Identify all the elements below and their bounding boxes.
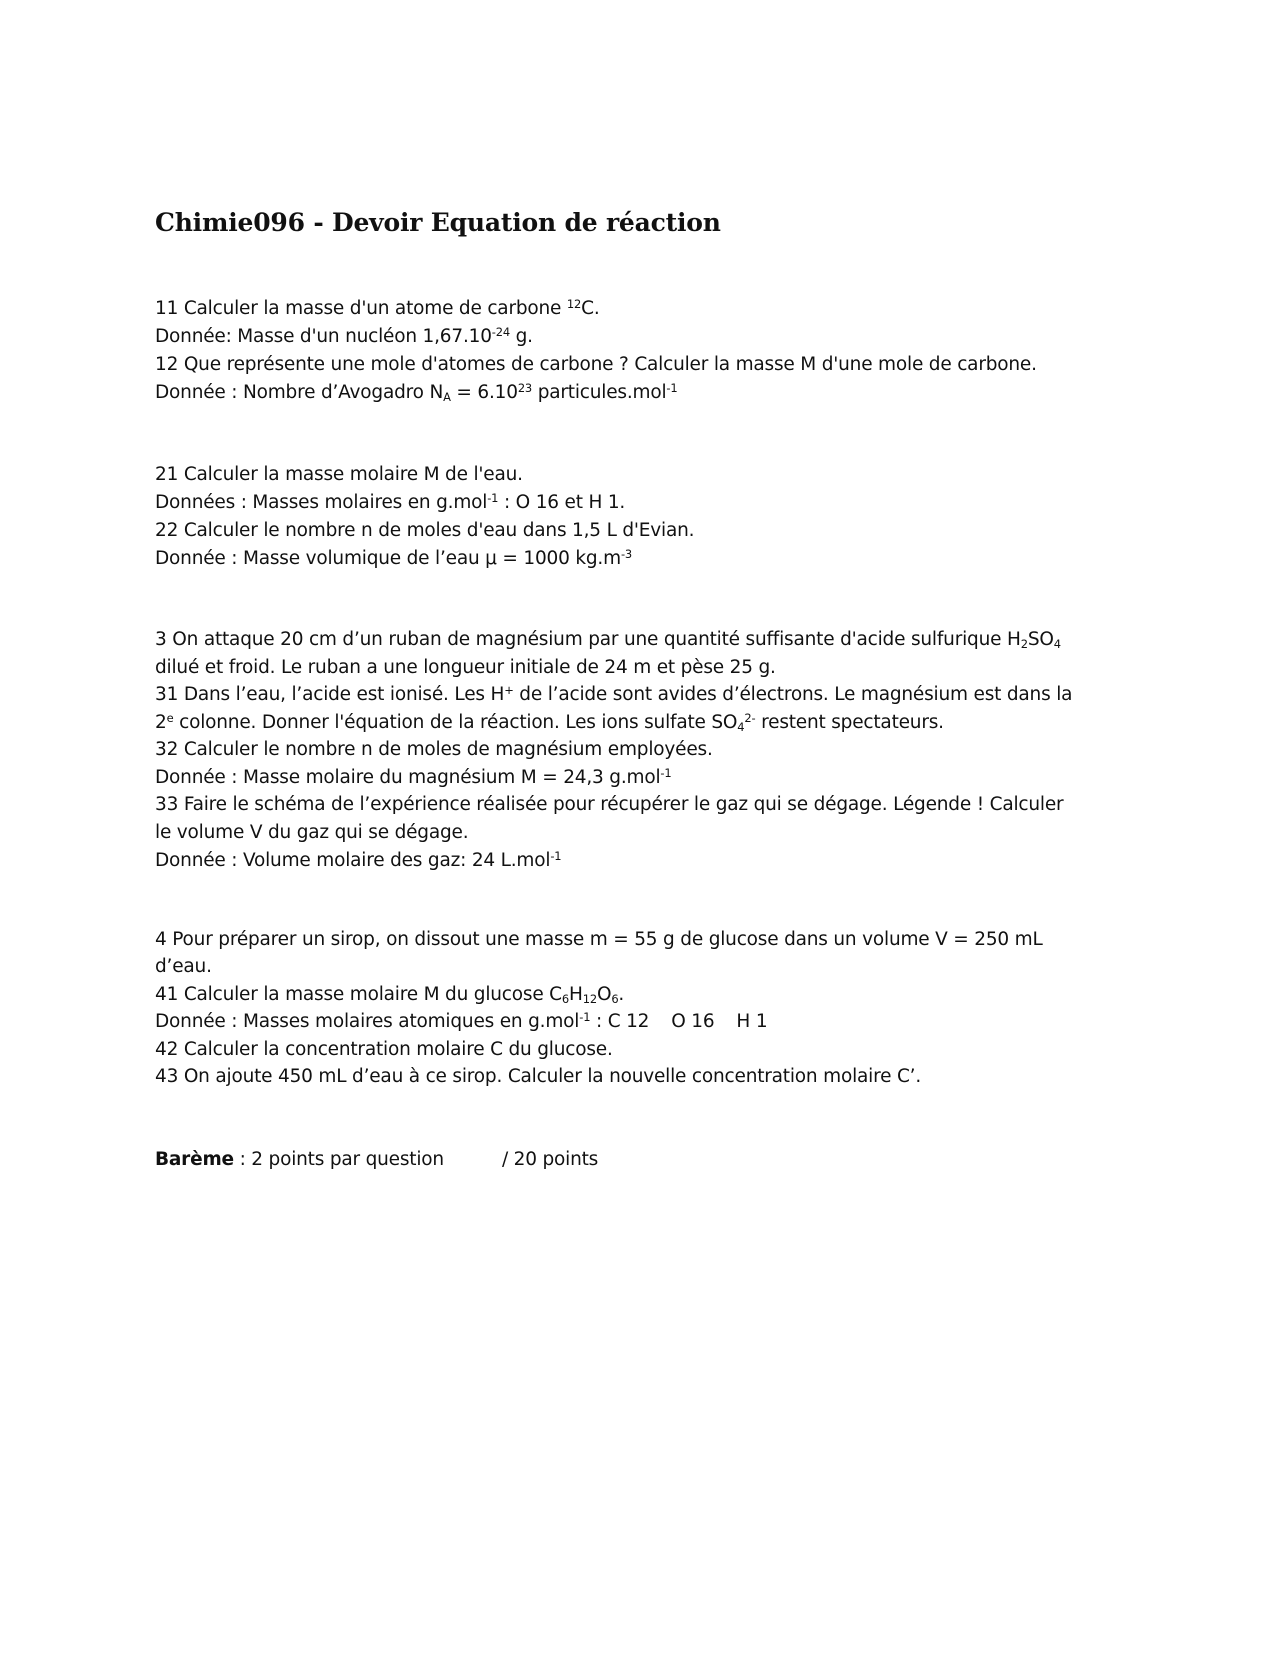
- question-3-intro: 3 On attaque 20 cm d’un ruban de magnésium par une quantité suffisante d'acide sulfurique $H_2SO_4$: [155, 629, 1061, 651]
- question-12: 12 Que représente une mole d'atomes de carbone ? Calculer la masse M d'une mole de carbone.: [155, 354, 1037, 375]
- question-4-intro-cont: d’eau.: [155, 956, 212, 977]
- document-title: Chimie096 - Devoir Equation de réaction: [155, 208, 721, 237]
- question-31: 31 Dans l’eau, l’acide est ionisé. Les H+ de l’acide sont avides d’électrons. Le magnésium est dans la: [155, 682, 1073, 705]
- question-3-intro-cont: dilué et froid. Le ruban a une longueur initiale de 24 m et pèse 25 g.: [155, 657, 776, 678]
- grading-total: / 20 points: [501, 1149, 599, 1170]
- question-43: 43 On ajoute 450 mL d’eau à ce sirop. Calculer la nouvelle concentration molaire C’.: [155, 1066, 922, 1087]
- grading-scale: Barème : 2 points par question / 20 points: [155, 1149, 599, 1170]
- question-33: 33 Faire le schéma de l’expérience réalisée pour récupérer le gaz qui se dégage. Légende ! Calculer: [155, 794, 1064, 815]
- data-avogadro: Donnée : Nombre d’Avogadro $N_A = 6.10^{23}$ particules.mol$^{-1}$: [155, 380, 678, 404]
- question-22: 22 Calculer le nombre n de moles d'eau dans 1,5 L d'Evian.: [155, 520, 695, 541]
- question-11: 11 Calculer la masse d'un atome de carbone $^{12}$C.: [155, 296, 600, 319]
- question-31-cont: 2e colonne. Donner l'équation de la réaction. Les ions sulfate $SO_4^{2-}$ restent spectateurs.: [155, 710, 944, 734]
- data-mg-molar-mass: Donnée : Masse molaire du magnésium M = 24,3 g.mol$^{-1}$: [155, 765, 672, 788]
- question-32: 32 Calculer le nombre n de moles de magnésium employées.: [155, 739, 713, 760]
- question-4-intro: 4 Pour préparer un sirop, on dissout une masse m = 55 g de glucose dans un volume V = 250 mL: [155, 929, 1043, 950]
- data-atomic-molar-masses: Donnée : Masses molaires atomiques en g.mol$^{-1}$ : C 12 O 16 H 1: [155, 1009, 768, 1032]
- question-33-cont: le volume V du gaz qui se dégage.: [155, 822, 469, 843]
- question-21: 21 Calculer la masse molaire M de l'eau.: [155, 464, 523, 485]
- question-41: 41 Calculer la masse molaire M du glucose $C_6H_{12}O_6$.: [155, 984, 625, 1006]
- data-water-density: Donnée : Masse volumique de l’eau μ = 1000 $kg.m^{-3}$: [155, 546, 632, 569]
- data-molar-masses-water: Données : Masses molaires en g.mol$^{-1}$ : O 16 et H 1.: [155, 490, 626, 513]
- grading-scale-label: Barème: [155, 1149, 234, 1170]
- data-nucleon-mass: Donnée: Masse d'un nucléon $1,67.10^{-24}$ g.: [155, 324, 533, 347]
- question-42: 42 Calculer la concentration molaire C du glucose.: [155, 1039, 613, 1060]
- data-gas-molar-volume: Donnée : Volume molaire des gaz: 24 L.mol$^{-1}$: [155, 848, 562, 871]
